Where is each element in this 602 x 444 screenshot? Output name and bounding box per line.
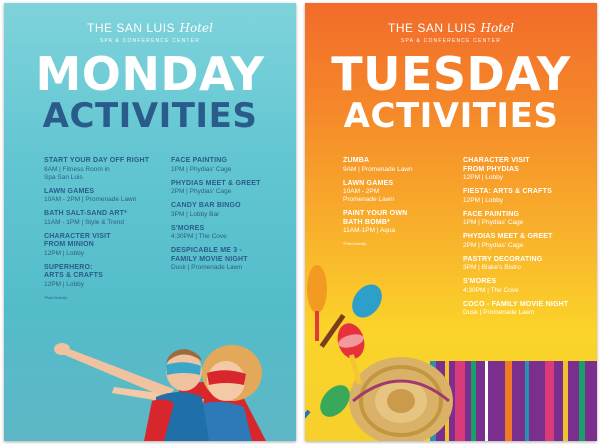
brand-name: THE SAN LUIS bbox=[87, 21, 176, 35]
activity-title: FACE PAINTING bbox=[463, 210, 520, 218]
activity-title: BATH SALT-SAND ART* bbox=[44, 210, 127, 217]
activity-item bbox=[171, 157, 296, 174]
day-heading: TUESDAY bbox=[331, 47, 571, 101]
activity-item bbox=[463, 188, 588, 205]
serape-blanket bbox=[430, 361, 597, 441]
activity-detail: 11AM - 1PM | Style & Trend bbox=[44, 218, 124, 226]
activity-title: COCO - FAMILY MOVIE NIGHT bbox=[463, 300, 569, 308]
day-heading: MONDAY bbox=[35, 47, 265, 101]
activity-detail: 4:30PM | The Cove bbox=[171, 233, 227, 240]
sombrero bbox=[349, 357, 453, 441]
superhero-kids-illustration bbox=[4, 311, 296, 441]
activity-title: ZUMBA bbox=[343, 157, 370, 164]
activities-heading: ACTIVITIES bbox=[343, 96, 559, 136]
activity-item bbox=[44, 210, 169, 227]
activity-item bbox=[171, 202, 296, 219]
activity-title: FIESTA: ARTS & CRAFTS bbox=[463, 188, 552, 195]
activity-item bbox=[343, 157, 468, 174]
brand-script: Hotel bbox=[480, 21, 514, 35]
schedule-column-right bbox=[171, 157, 296, 278]
activity-title: CANDY BAR BINGO bbox=[171, 202, 241, 209]
activity-item bbox=[171, 225, 296, 242]
activity-title: PHYDIAS MEET & GREET bbox=[463, 233, 553, 240]
paid-activity-note: *Paid Activity bbox=[343, 241, 367, 246]
brand-subtitle: SPA & CONFERENCE CENTER bbox=[99, 38, 201, 44]
activity-item bbox=[343, 210, 468, 235]
activity-detail: 1PM | Phydias' Cage bbox=[463, 219, 524, 226]
brand-name: THE SAN LUIS bbox=[388, 21, 477, 35]
activity-detail: 12PM | Lobby bbox=[44, 249, 84, 257]
tuesday-poster bbox=[305, 3, 597, 441]
activity-title: LAWN GAMES bbox=[343, 179, 394, 187]
paid-activity-note: *Paid Activity bbox=[44, 294, 68, 300]
activity-detail: Spa San Luis bbox=[44, 173, 83, 181]
activity-detail: 10AM - 2PM bbox=[343, 188, 380, 195]
activity-detail: 12PM | Lobby bbox=[44, 280, 84, 288]
activity-title: LAWN GAMES bbox=[44, 187, 95, 195]
activity-title: PAINT YOUR OWN bbox=[343, 210, 408, 217]
brand-subtitle: SPA & CONFERENCE CENTER bbox=[400, 38, 502, 44]
activity-title: FAMILY MOVIE NIGHT bbox=[171, 255, 248, 263]
activity-detail: 12PM | Lobby bbox=[463, 196, 503, 204]
monday-poster bbox=[4, 3, 296, 441]
activity-detail: 8AM | Fitness Room in bbox=[44, 165, 110, 173]
activity-title: S'MORES bbox=[171, 224, 205, 232]
activity-detail: 12PM | Lobby bbox=[463, 174, 503, 181]
activity-detail: Promenade Lawn bbox=[343, 196, 394, 203]
schedule-column-left bbox=[44, 157, 169, 300]
activity-item bbox=[44, 233, 169, 258]
activity-title: FROM PHYDIAS bbox=[463, 165, 520, 173]
activity-title: S'MORES bbox=[463, 278, 497, 285]
brand-script: Hotel bbox=[179, 21, 213, 35]
activity-detail: 2PM | Phydias' Cage bbox=[463, 241, 524, 249]
activity-item bbox=[44, 157, 169, 182]
activity-title: PHYDIAS MEET & GREET bbox=[171, 179, 261, 187]
fiesta-props-illustration bbox=[305, 251, 597, 441]
activities-heading: ACTIVITIES bbox=[42, 96, 258, 136]
activity-title: FACE PAINTING bbox=[171, 157, 228, 164]
activity-detail: Dusk | Promenade Lawn bbox=[463, 309, 535, 316]
brand-logo bbox=[4, 19, 296, 44]
activity-item bbox=[463, 233, 588, 250]
activity-item bbox=[171, 180, 296, 197]
activity-title: ARTS & CRAFTS bbox=[44, 272, 103, 279]
activity-detail: Dusk | Promenade Lawn bbox=[171, 264, 243, 271]
activity-title: DESPICABLE ME 3 - bbox=[171, 247, 243, 254]
activity-item bbox=[463, 211, 588, 228]
brand-logo bbox=[305, 19, 597, 44]
activity-detail: 11AM-1PM | Aqua bbox=[343, 227, 396, 234]
schedule-column-left bbox=[343, 157, 468, 246]
activity-title: START YOUR DAY OFF RIGHT bbox=[44, 157, 150, 164]
activity-title: CHARACTER VISIT bbox=[44, 232, 111, 240]
activity-title: SUPERHERO: bbox=[44, 263, 93, 271]
activity-detail: 10AM - 2PM | Promenade Lawn bbox=[44, 196, 137, 203]
activity-item bbox=[44, 264, 169, 289]
activity-item bbox=[463, 157, 588, 182]
activity-title: PASTRY DECORATING bbox=[463, 255, 543, 263]
activity-title: FROM MINION bbox=[44, 241, 95, 248]
activity-item bbox=[171, 247, 296, 272]
activity-item bbox=[44, 188, 169, 205]
activity-detail: 4:30PM | The Cove bbox=[463, 286, 519, 294]
activity-title: BATH BOMB* bbox=[343, 218, 390, 226]
activity-detail: 3PM | Lobby Bar bbox=[171, 210, 220, 218]
activity-detail: 1PM | Phydias' Cage bbox=[171, 165, 232, 173]
activity-item bbox=[343, 180, 468, 205]
activity-detail: 9AM | Promenade Lawn bbox=[343, 165, 413, 173]
activity-title: CHARACTER VISIT bbox=[463, 157, 530, 164]
activity-detail: 2PM | Phydias' Cage bbox=[171, 188, 232, 195]
activity-detail: 3PM | Blake's Bistro bbox=[463, 264, 521, 271]
